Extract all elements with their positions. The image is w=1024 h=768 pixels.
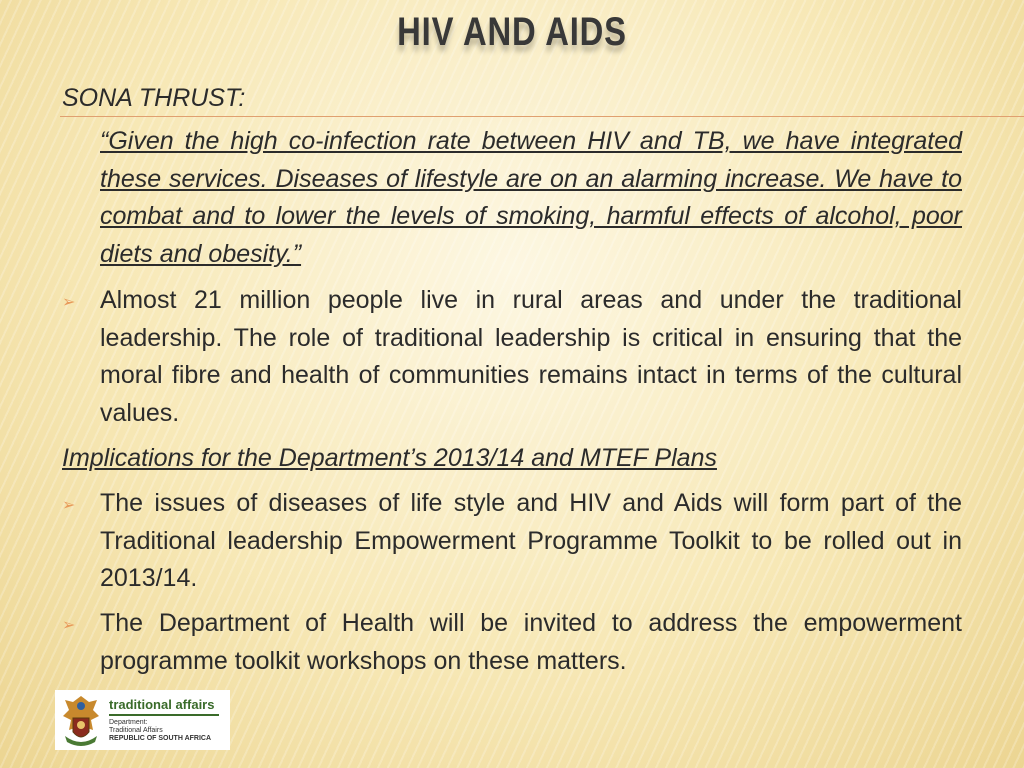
slide-title: HIV AND AIDS <box>397 10 627 54</box>
bullet-text: Almost 21 million people live in rural areas and under the traditional leadership. The role of traditional leadership is critical in ensuring that the moral fibre and health of communities remains intact in terms of the cultural values. <box>100 286 962 427</box>
logo-department-label: Department: <box>109 719 148 726</box>
logo-department-name: Traditional Affairs <box>109 727 163 734</box>
traditional-affairs-logo <box>55 690 230 750</box>
bullet-rural-leadership <box>62 282 962 432</box>
logo-brand-text: traditional affairs <box>109 697 215 712</box>
sona-quote: “Given the high co-infection rate between HIV and TB, we have integrated these services. Diseases of lifestyle are on an alarming increase. We have to combat and to lower the levels of smoking, harmful effects of alcohol, poor diets and obesity.” <box>100 127 962 268</box>
bullet-text: The Department of Health will be invited to address the empowerment programme toolkit workshops on these matters. <box>100 609 962 675</box>
logo-divider <box>109 714 219 716</box>
coat-of-arms-icon <box>59 692 103 748</box>
implications-heading: Implications for the Department’s 2013/14 and MTEF Plans <box>62 444 717 472</box>
sona-thrust-label: SONA THRUST: <box>62 84 246 112</box>
arrow-bullet-icon: ➢ <box>62 617 76 634</box>
logo-country: REPUBLIC OF SOUTH AFRICA <box>109 735 212 742</box>
bullet-text: The issues of diseases of life style and HIV and Aids will form part of the Traditional leadership Empowerment Programme Toolkit to be rolled out in 2013/14. <box>100 489 962 592</box>
bullet-toolkit <box>62 485 962 598</box>
bullet-dept-health <box>62 605 962 680</box>
arrow-bullet-icon: ➢ <box>62 294 76 311</box>
header-divider <box>60 116 1024 117</box>
arrow-bullet-icon: ➢ <box>62 497 76 514</box>
